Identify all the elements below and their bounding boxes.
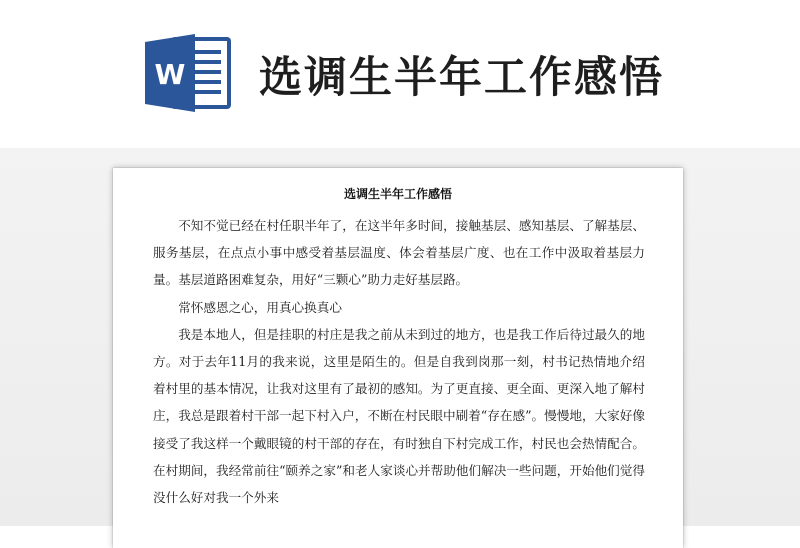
- page-title: 选调生半年工作感悟: [259, 53, 664, 103]
- document-page: [113, 168, 683, 548]
- paragraph-intro: 不知不觉已经在村任职半年了，在这半年多时间，接触基层、感知基层、了解基层、服务基层，在点点小事中感受着基层温度、体会着基层广度、也在工作中汲取着基层力量。基层道路困难复杂，用好“三颗心”助力走好基层路。: [153, 218, 645, 288]
- document-body: [153, 212, 645, 511]
- paragraph-body: 我是本地人，但是挂职的村庄是我之前从未到过的地方，也是我工作后待过最久的地方。对于去年11月的我来说，这里是陌生的。但是自我到岗那一刻，村书记热情地介绍着村里的基本情况，让我对这里有了最初的感知。为了更直接、更全面、更深入地了解村庄，我总是跟着村干部一起下村入户，不断在村民眼中刷着“存在感”。慢慢地，大家好像接受了我这样一个戴眼镜的村干部的存在，有时独自下村完成工作，村民也会热情配合。在村期间，我经常前往“颐养之家”和老人家谈心并帮助他们解决一些问题，开始他们觉得没什么好对我一个外来: [153, 326, 645, 506]
- word-document-icon: [143, 32, 233, 114]
- document-title: 选调生半年工作感悟: [343, 187, 452, 201]
- banner: [0, 0, 800, 160]
- section-heading: 常怀感恩之心，用真心换真心: [178, 299, 342, 315]
- word-icon-letter: W: [154, 58, 186, 91]
